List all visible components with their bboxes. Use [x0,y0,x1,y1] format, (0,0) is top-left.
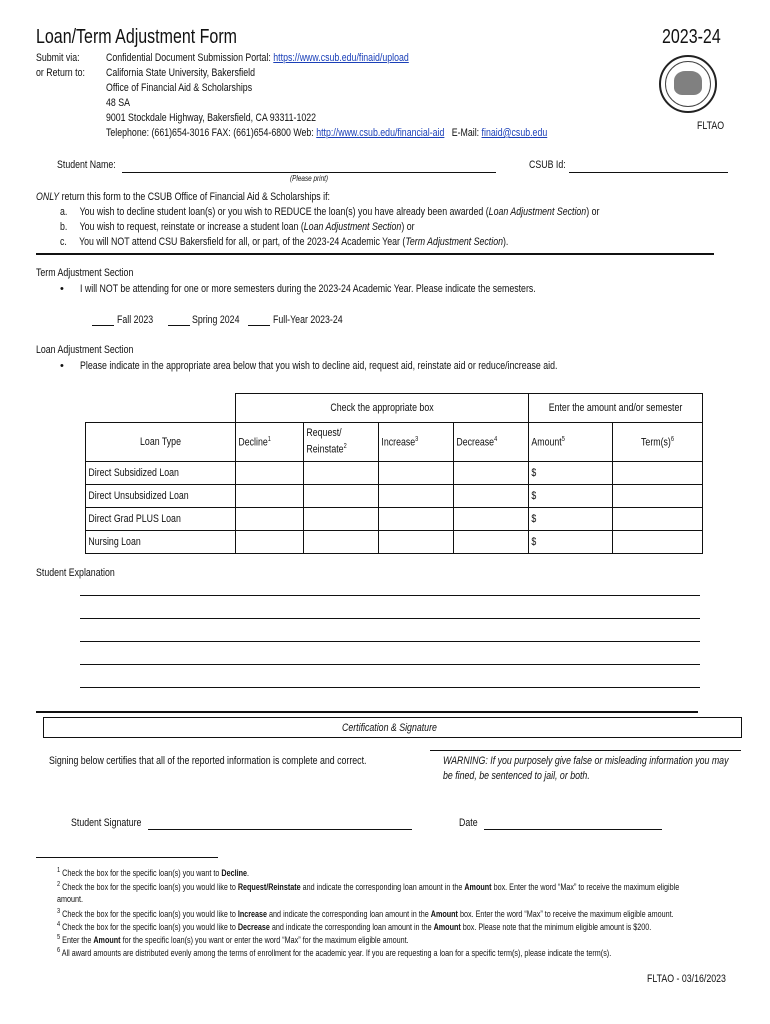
csub-id-label: CSUB Id: [529,159,566,171]
explanation-line[interactable] [80,641,700,642]
loan-row-label: Direct Unsubsidized Loan [88,490,189,502]
csub-id-field[interactable] [569,172,728,173]
date-label: Date [459,817,478,829]
phone-fax: Telephone: (661)654-3016 FAX: (661)654-6800 Web: [106,127,314,139]
address-line-3: 48 SA [106,97,130,109]
explanation-line[interactable] [80,687,700,688]
decline-header: Decline$^1$ [238,435,271,449]
instruction-item-b: b. You wish to request, reinstate or increase a student loan (Loan Adjustment Section) or [60,221,415,233]
request-checkbox[interactable] [304,485,379,508]
form-year: 2023-24 [662,26,721,48]
web-link[interactable]: http://www.csub.edu/financial-aid [316,127,445,139]
bullet-icon: • [60,283,64,295]
warning-line-2: be fined, be sentenced to jail, or both. [443,770,590,782]
fall-label: Fall 2023 [117,314,154,326]
address-line-2: Office of Financial Aid & Scholarships [106,82,253,94]
loan-row-label: Direct Subsidized Loan [88,467,179,479]
loan-type-header: Loan Type [140,436,181,448]
decrease-checkbox[interactable] [454,531,529,554]
loan-section-title: Loan Adjustment Section [36,344,134,356]
decrease-header: Decrease$^4$ [456,435,498,449]
explanation-line[interactable] [80,618,700,619]
term-section-bullet: I will NOT be attending for one or more semesters during the 2023-24 Academic Year. Please indicate the semesters. [80,283,536,295]
term-section-title: Term Adjustment Section [36,267,134,279]
certification-title: Certification & Signature [342,722,437,734]
loan-section-bullet: Please indicate in the appropriate area below that you wish to decline aid, request aid, reinstate aid or reduce/increase aid. [80,360,558,372]
instruction-item-c: c. You will NOT attend CSU Bakersfield for all, or part, of the 2023-24 Academic Year (Term Adjustment Section). [60,236,509,248]
footer-code: FLTAO - 03/16/2023 [647,973,726,985]
signature-field[interactable] [148,829,412,830]
contact-line [106,126,547,141]
terms-field[interactable] [613,462,703,485]
terms-field[interactable] [613,508,703,531]
loan-table [85,393,703,554]
request-checkbox[interactable] [304,531,379,554]
instruction-item-a: a. You wish to decline student loan(s) or you wish to REDUCE the loan(s) you have already been awarded (Loan Adjustment Section) or [60,206,600,218]
footnote-6: $^6$ All award amounts are distributed evenly among the terms of enrollment for the academic year. If you are requesting a loan for a specific term(s), please indicate the term(s). [57,947,612,958]
amount-header: Amount$^5$ [531,435,565,449]
warning-line-1: WARNING: If you purposely give false or misleading information you may [443,755,729,767]
explanation-line[interactable] [80,664,700,665]
terms-header: $Term(s)^6$ [641,435,674,449]
loan-row-label: Direct Grad PLUS Loan [88,513,181,525]
address-line-4: 9001 Stockdale Highway, Bakersfield, CA 93311-1022 [106,112,317,124]
form-title: Loan/Term Adjustment Form [36,26,237,48]
request-checkbox[interactable] [304,508,379,531]
increase-checkbox[interactable] [379,508,454,531]
bullet-icon: • [60,360,64,372]
return-to-label: or Return to: [36,67,85,79]
decline-checkbox[interactable] [236,531,304,554]
decline-checkbox[interactable] [236,485,304,508]
email-link[interactable]: finaid@csub.edu [481,127,548,139]
full-year-label: Full-Year 2023-24 [273,314,343,326]
section-divider [36,711,698,713]
decrease-checkbox[interactable] [454,508,529,531]
portal-line [106,51,409,66]
check-group-header: Check the appropriate box [330,402,434,414]
signature-label: Student Signature [71,817,142,829]
footnote-4: $^4$ Check the box for the specific loan(s) you would like to Decrease and indicate the corresponding loan amount in the Amount box. Please note that the minimum eligible amount is $200. [57,921,652,932]
terms-field[interactable] [613,531,703,554]
student-name-label: Student Name: [57,159,116,171]
explanation-line[interactable] [80,595,700,596]
footnote-1: $^1$ Check the box for the specific loan(s) you want to Decline. [57,867,250,878]
section-divider [36,253,714,255]
decrease-checkbox[interactable] [454,485,529,508]
email-label: E-Mail: [451,127,480,139]
instructions-lead: ONLY return this form to the CSUB Office of Financial Aid & Scholarships if: [36,191,330,203]
decline-checkbox[interactable] [236,508,304,531]
increase-checkbox[interactable] [379,462,454,485]
submit-via-label: Submit via: [36,52,80,64]
loan-row-label: Nursing Loan [88,536,141,548]
amount-field[interactable]: $ [529,508,613,531]
amount-field[interactable]: $ [529,485,613,508]
date-field[interactable] [484,829,662,830]
footnote-2-cont: amount. [57,894,84,904]
increase-checkbox[interactable] [379,531,454,554]
university-seal-icon [659,55,717,113]
address-line-1: California State University, Bakersfield [106,67,256,79]
footnote-3: $^3$ Check the box for the specific loan(s) you would like to Increase and indicate the corresponding loan amount in the Amount box. Enter the word “Max” to receive the maximum eligible amount. [57,908,674,919]
spring-label: Spring 2024 [192,314,240,326]
footnote-divider [36,857,218,858]
amount-field[interactable]: $ [529,531,613,554]
decline-checkbox[interactable] [236,462,304,485]
decrease-checkbox[interactable] [454,462,529,485]
request-checkbox[interactable] [304,462,379,485]
student-name-field[interactable] [122,172,496,173]
terms-field[interactable] [613,485,703,508]
footnote-5: $^5$ Enter the Amount for the specific loan(s) you want or enter the word “Max” for the maximum eligible amount. [57,934,409,945]
amount-group-header: Enter the amount and/or semester [548,402,683,414]
amount-field[interactable]: $ [529,462,613,485]
fall-checkbox[interactable] [92,325,114,326]
full-year-checkbox[interactable] [248,325,270,326]
footnote-2: $^2$ Check the box for the specific loan(s) you would like to Request/Reinstate and indicate the corresponding loan amount in the Amount box. Enter the word “Max” to receive the maximum eligible [57,881,680,892]
print-hint: (Please print) [290,174,329,183]
form-code: FLTAO [697,120,725,132]
portal-link[interactable]: https://www.csub.edu/finaid/upload [273,52,409,64]
request-header: Request/ Reinstate$^2$ [306,427,347,456]
increase-header: Increase$^3$ [381,435,419,449]
only-emphasis: ONLY [36,191,60,203]
portal-label: Confidential Document Submission Portal: [106,52,271,64]
increase-checkbox[interactable] [379,485,454,508]
certification-statement: Signing below certifies that all of the reported information is complete and correct. [49,755,367,767]
spring-checkbox[interactable] [168,325,190,326]
explanation-label: Student Explanation [36,567,115,579]
